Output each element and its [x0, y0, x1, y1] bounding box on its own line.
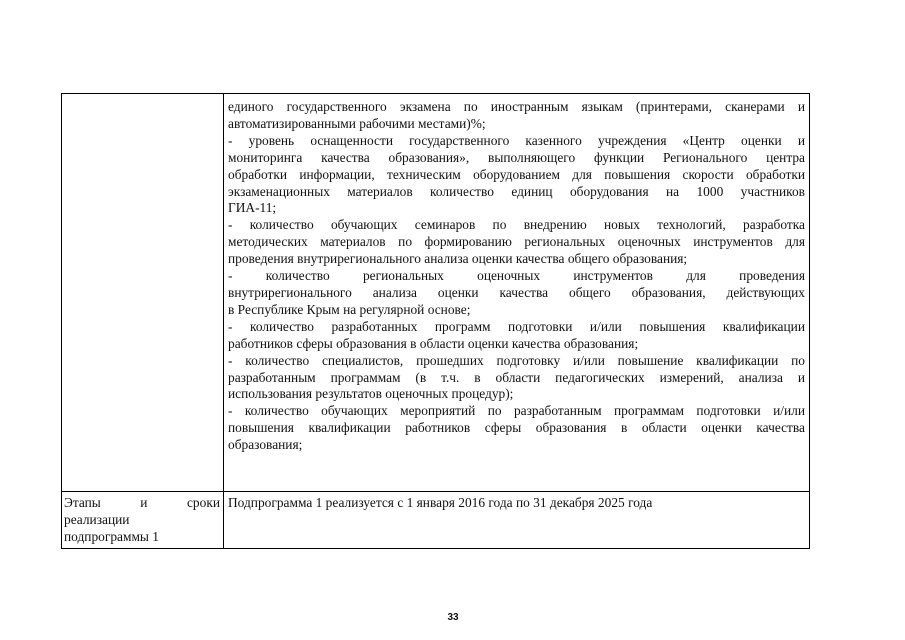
indicators-line: обработки информации, техническим оборудованием для повышения скорости обработки [228, 166, 805, 182]
indicators-line: образования; [228, 437, 303, 453]
stages-label-line: Этапы и сроки [64, 495, 220, 510]
indicators-line: работников сферы образования в области оценки качества образования; [228, 335, 639, 351]
stages-label-line: реализации [64, 511, 130, 527]
indicators-line: использования результатов оценочных процедур); [228, 386, 514, 402]
stages-label-line: подпрограммы 1 [64, 528, 159, 544]
indicators-line: внутрирегионального анализа оценки качества общего образования, действующих [228, 284, 805, 300]
row-divider [62, 491, 809, 492]
stages-value-cell [228, 495, 805, 512]
indicators-line: - количество специалистов, прошедших подготовку и/или повышение квалификации по [228, 352, 805, 368]
program-table [61, 93, 810, 549]
indicators-line: - количество разработанных программ подготовки и/или повышения квалификации [228, 318, 805, 334]
stages-label-cell [64, 495, 220, 546]
indicators-line: - количество обучающих семинаров по внедрению новых технологий, разработка [228, 217, 805, 233]
indicators-line: методических материалов по формированию региональных оценочных инструментов для [228, 234, 805, 250]
indicators-cell [228, 99, 805, 454]
indicators-line: - количество обучающих мероприятий по разработанным программам подготовки и/или [228, 403, 805, 419]
indicators-line: экзаменационных материалов количество единиц оборудования на 1000 участников [228, 183, 805, 199]
stages-value-text: Подпрограмма 1 реализуется с 1 января 2016 года по 31 декабря 2025 года [228, 495, 653, 510]
indicators-line: - количество региональных оценочных инструментов для проведения [228, 268, 805, 284]
indicators-line: - уровень оснащенности государственного казенного учреждения «Центр оценки и [228, 132, 805, 148]
indicators-line: в Республике Крым на регулярной основе; [228, 301, 471, 317]
column-divider [223, 94, 224, 548]
indicators-line: проведения внутрирегионального анализа оценки качества общего образования; [228, 251, 688, 267]
indicators-line: ГИА-11; [228, 200, 277, 216]
indicators-line: повышения квалификации работников сферы образования в области оценки качества [228, 420, 805, 436]
page-number: 33 [447, 612, 459, 623]
indicators-line: разработанным программам (в т.ч. в области педагогических измерений, анализа и [228, 369, 805, 385]
indicators-line: мониторинга качества образования», выполняющего функции Регионального центра [228, 149, 805, 165]
indicators-line: единого государственного экзамена по иностранным языкам (принтерами, сканерами и [228, 99, 805, 114]
indicators-line: автоматизированными рабочими местами)%; [228, 115, 486, 131]
